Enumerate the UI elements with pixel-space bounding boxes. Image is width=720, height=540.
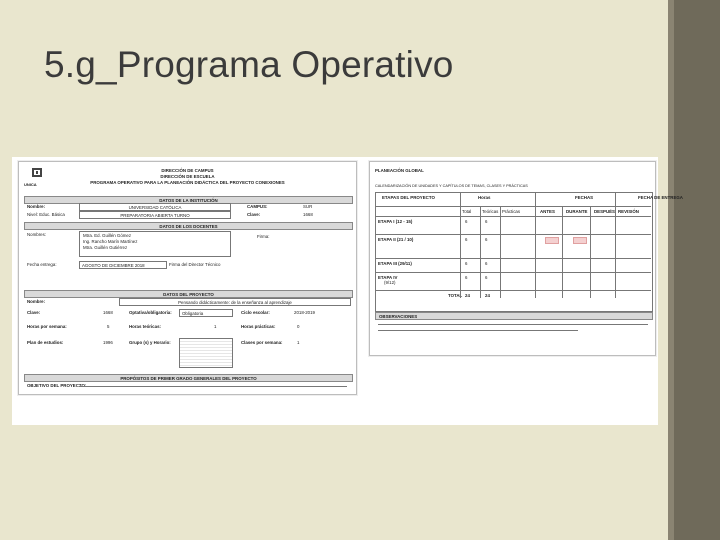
sub-before: ANTES [540,209,555,214]
cycle-label: Ciclo escolar: [241,310,270,315]
group-label: Grupo (s) y Horario: [129,340,171,345]
institution-name-value: UNIVERSIDAD CATÓLICA [128,204,182,210]
plan-label: Plan de estudios: [27,340,64,345]
col-line-2 [480,206,481,298]
planeacion-global-document [369,161,683,356]
program-field [79,211,231,219]
col-line-7 [615,192,616,298]
total-value-a: 24 [465,293,470,298]
teacher-3: Mtra. Guillén Gutiérrez [83,245,128,250]
observations-label: OBSERVACIONES [379,313,418,319]
date-field [79,261,167,269]
stage-row-4-note: (9/12) [384,280,396,285]
total-value-b: 24 [485,293,490,298]
planeacion-subtitle: CALENDARIZACIÓN DE UNIDADES Y CAPÍTULOS DE TEMAS, CLASES Y PRÁCTICAS [375,184,528,188]
stage-row-4-theory: 6 [485,275,488,280]
col-line-1 [460,192,461,298]
section-project-header [24,290,353,298]
stage-row-3-total: 6 [465,261,468,266]
stage-row-2-total: 6 [465,237,468,242]
director-signature-label: Firma del Director Técnico [169,262,221,267]
document-screenshot-area [12,157,683,425]
campus-value: SUR [303,204,313,209]
institution-name-field [79,203,231,211]
date-label: Fecha entrega: [27,262,57,267]
optional-value: Obligatoria [182,310,204,316]
logo-text: UNICA [24,182,37,187]
teachers-label: Nombres: [27,232,47,237]
objective-label: OBJETIVO DEL PROYECTO: [27,383,87,388]
practice-value: 0 [297,324,300,329]
hours-week-value: 5 [107,324,110,329]
col-stage-header: ETAPAS DEL PROYECTO [382,195,435,200]
slide-side-band [668,0,720,540]
stage-row-4-total: 6 [465,275,468,280]
observations-header [375,312,653,320]
objective-text-line [79,386,347,387]
project-name-value: Pensando didácticamente: de la enseñanza al aprendizaje [178,299,292,305]
row-divider-1 [375,216,651,217]
theory-value: 1 [214,324,217,329]
level-label: Nivel: Educ. Básica [27,212,65,217]
sub-practice: Prácticas [502,209,521,214]
date-highlight-after [573,237,587,244]
header-line-3: PROGRAMA OPERATIVO PARA LA PLANEACIÓN DIDÁCTICA DEL PROYECTO CONEXIONES [90,180,285,185]
theory-label: Horas teóricas: [129,324,161,329]
clave-value: 1668 [103,310,113,315]
stage-row-2-theory: 6 [485,237,488,242]
stage-row-1-total: 6 [465,219,468,224]
col-line-5 [562,206,563,298]
teacher-1: Mtra. Ed. Guillén Gómez [83,233,132,238]
col-delivery-header: FECHA DE ENTREGA [638,195,683,200]
header-line-1: DIRECCIÓN DE CAMPUS [161,168,214,173]
date-value: AGOSTO DE DICIEMBRE 2018 [82,262,145,268]
total-label: TOTAL [448,293,463,298]
sub-total: Total [462,209,472,214]
date-highlight-during [545,237,559,244]
program-value: PREPARATORIA ABIERTA TURNO [120,212,190,218]
stage-row-3-theory: 6 [485,261,488,266]
section-project-title: DATOS DEL PROYECTO [163,291,214,297]
planeacion-title: PLANEACIÓN GLOBAL [375,168,424,173]
slide-title: 5.g_Programa Operativo [44,44,454,85]
sub-during: DURANTE [566,209,588,214]
optional-label: Optativa/obligatoria: [129,310,172,315]
row-divider-5 [375,290,651,291]
col-line-4 [535,192,536,298]
stage-row-3: ETAPA III (29/11) [378,261,412,266]
sub-after: DESPUÉS [594,209,615,214]
observation-text-line-2 [378,330,578,331]
observation-text-line-1 [378,324,648,325]
row-divider-3 [375,258,651,259]
classes-value: 1 [297,340,300,345]
key-value: 1668 [303,212,313,217]
signature-label: Firma: [257,234,270,239]
row-divider-4 [375,272,651,273]
classes-label: Clases por semana: [241,340,283,345]
name-label: Nombre: [27,204,46,209]
teacher-2: Ing. Rancho Marín Martínez [83,239,138,244]
program-operative-document [18,161,357,395]
sub-review: REVISIÓN [618,209,639,214]
project-name-label: Nombre: [27,299,46,304]
col-line-3 [500,206,501,298]
section-general-header [24,374,353,382]
stage-row-4: ETAPA IV [378,275,398,280]
group-schedule-box [179,338,233,368]
col-hours-header: Horas [478,195,491,200]
sub-theory: Teóricas [482,209,499,214]
hours-week-label: Horas por semana: [27,324,67,329]
key-label: Clave: [247,212,261,217]
side-band-accent [668,0,674,540]
clave-label: Clave: [27,310,41,315]
section-general-title: PROPÓSITOS DE PRIMER GRADO GENERALES DEL PROYECTO [120,375,257,381]
project-name-field [119,298,351,306]
stage-row-1: ETAPA I (12 - 15) [378,219,413,224]
optional-field [179,309,233,317]
cycle-value: 2018-2019 [294,310,315,315]
section-teachers-header [24,222,353,230]
table-header-divider [375,206,651,207]
stage-row-1-theory: 6 [485,219,488,224]
col-line-6 [590,206,591,298]
practice-label: Horas prácticas: [241,324,276,329]
header-line-2: DIRECCIÓN DE ESCUELA [160,174,215,179]
section-teachers-title: DATOS DE LOS DOCENTES [159,223,218,229]
stage-row-2: ETAPA II (21 / 10) [378,237,414,242]
col-dates-header: FECHAS [575,195,594,200]
section-institution-title: DATOS DE LA INSTITUCIÓN [159,197,218,203]
campus-label: CAMPUS: [247,204,268,209]
row-divider-2 [375,234,651,235]
plan-value: 1996 [103,340,113,345]
